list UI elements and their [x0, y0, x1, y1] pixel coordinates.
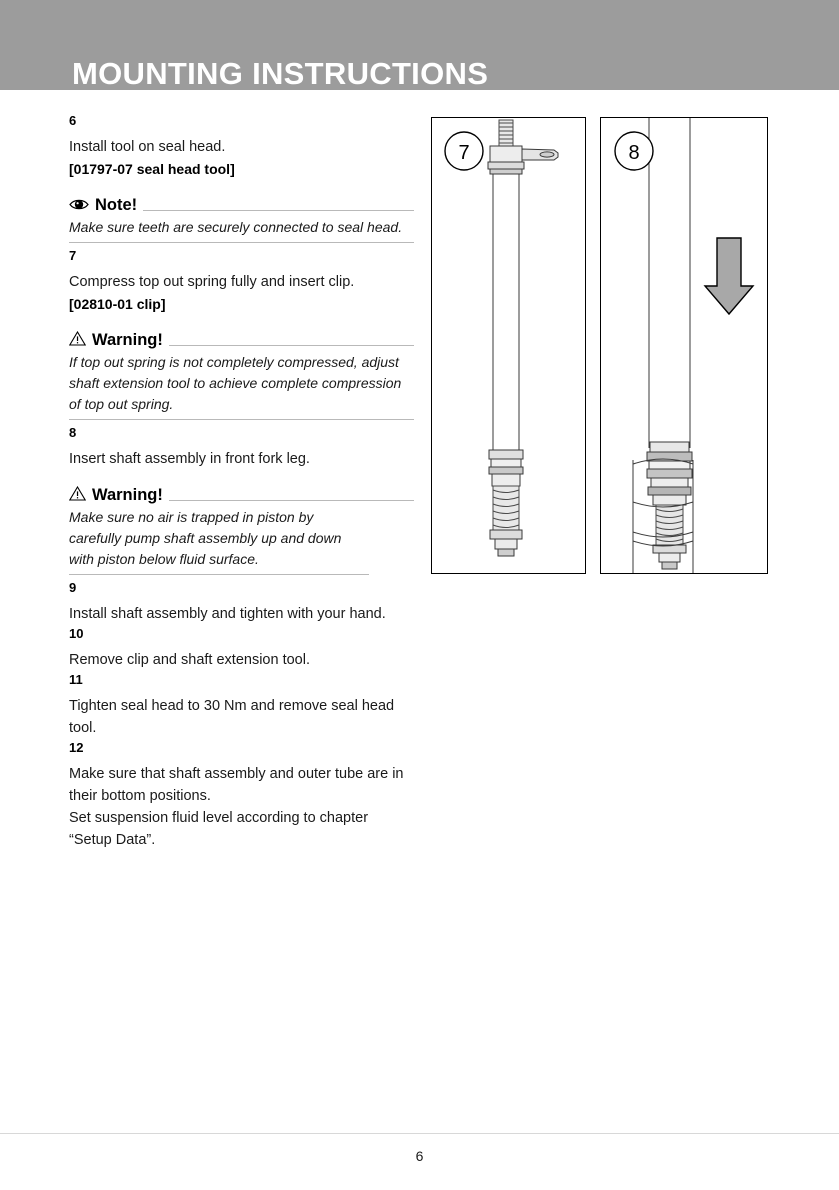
- step-number: 6: [69, 113, 77, 128]
- warning-callout-header: [69, 331, 414, 350]
- figure-7-frame: [431, 117, 586, 574]
- step-number: 9: [69, 580, 77, 595]
- note-callout: [69, 196, 414, 243]
- step-number: 10: [69, 626, 84, 641]
- step-text-line-2: Set suspension fluid level according to chapter “Setup Data”.: [69, 810, 369, 848]
- step-text: Insert shaft assembly in front fork leg.: [69, 451, 310, 467]
- step-part-code: [02810-01 clip]: [69, 296, 166, 312]
- callout-rule: [169, 500, 414, 501]
- step-text: Remove clip and shaft extension tool.: [69, 652, 310, 668]
- warning-triangle-icon: [69, 486, 86, 505]
- figure-8-label-text: 8: [628, 142, 640, 164]
- callout-rule: [169, 345, 414, 346]
- warning-callout-header: [69, 486, 414, 505]
- step-9: [69, 579, 414, 625]
- note-callout-title: Note!: [95, 196, 138, 214]
- step-number: 12: [69, 740, 84, 755]
- step-10: [69, 625, 414, 671]
- page-number: 6: [415, 1148, 424, 1164]
- step-8: [69, 424, 414, 470]
- note-callout-header: [69, 196, 414, 215]
- step-text: Install tool on seal head.: [69, 139, 226, 155]
- warning-callout-2: [69, 486, 414, 575]
- figure-8-drawing: [601, 118, 767, 573]
- note-callout-body: Make sure teeth are securely connected to seal head.: [69, 215, 414, 243]
- warning-callout-1: [69, 331, 414, 420]
- step-6: [69, 112, 414, 180]
- callout-rule: [143, 210, 414, 211]
- step-text: Install shaft assembly and tighten with your hand.: [69, 606, 386, 622]
- figure-8-frame: [600, 117, 768, 574]
- down-arrow-icon: [705, 238, 753, 314]
- step-7: [69, 247, 414, 315]
- warning-callout-body: If top out spring is not completely compressed, adjust shaft extension tool to achieve complete compression of top out spring.: [69, 350, 414, 420]
- figure-7-drawing: [432, 118, 585, 573]
- step-part-code: [01797-07 seal head tool]: [69, 161, 235, 177]
- eye-icon: [69, 198, 89, 215]
- warning-callout-title: Warning!: [92, 486, 163, 504]
- step-11: [69, 671, 414, 739]
- instruction-text-column: [69, 112, 414, 851]
- step-number: 8: [69, 425, 77, 440]
- page-title: MOUNTING INSTRUCTIONS: [72, 56, 489, 90]
- step-number: 11: [69, 672, 83, 687]
- page-header-band: [0, 0, 839, 90]
- warning-callout-body: Make sure no air is trapped in piston by carefully pump shaft assembly up and down with piston below fluid surface.: [69, 505, 369, 575]
- step-text: Tighten seal head to 30 Nm and remove seal head tool.: [69, 698, 395, 736]
- footer-divider: [0, 1133, 839, 1134]
- step-12: [69, 739, 414, 851]
- warning-triangle-icon: [69, 331, 86, 350]
- step-text-line-1: Make sure that shaft assembly and outer tube are in their bottom positions.: [69, 766, 404, 804]
- figure-7-label-text: 7: [458, 142, 470, 164]
- step-text: Compress top out spring fully and insert clip.: [69, 274, 355, 290]
- step-number: 7: [69, 248, 77, 263]
- warning-callout-title: Warning!: [92, 331, 163, 349]
